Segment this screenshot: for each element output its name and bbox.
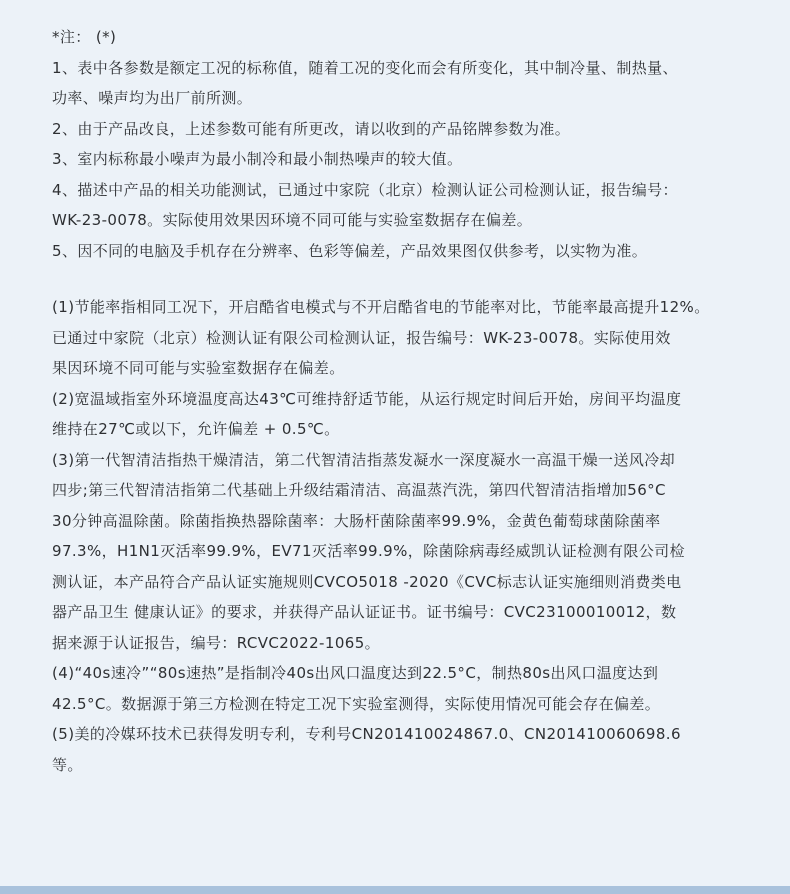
footnote-4 xyxy=(52,658,770,719)
notes-title: *注： (*) xyxy=(52,28,117,46)
footnote-line: 据来源于认证报告，编号：RCVC2022-1065。 xyxy=(52,633,381,652)
section-gap xyxy=(52,266,770,292)
footnote-line: (1)节能率指相同工况下，开启酷省电模式与不开启酷省电的节能率对比，节能率最高提升12%。 xyxy=(52,298,710,316)
note-line: 4、描述中产品的相关功能测试，已通过中家院（北京）检测认证公司检测认证，报告编号： xyxy=(52,180,678,199)
footnote-line: (2)宽温域指室外环境温度高达43℃可维持舒适节能，从运行规定时间后开始，房间平均温度 xyxy=(52,389,682,408)
note-2 xyxy=(52,114,770,145)
general-notes xyxy=(52,53,770,267)
note-line: 1、表中各参数是额定工况的标称值，随着工况的变化而会有所变化，其中制冷量、制热量、 xyxy=(52,58,678,77)
note-line: 5、因不同的电脑及手机存在分辨率、色彩等偏差，产品效果图仅供参考，以实物为准。 xyxy=(52,241,648,260)
footnote-3 xyxy=(52,445,770,659)
note-3 xyxy=(52,144,770,175)
footnote-1 xyxy=(52,292,770,384)
footnotes xyxy=(52,292,770,780)
footnote-5 xyxy=(52,719,770,780)
footnote-line: 97.3%，H1N1灭活率99.9%，EV71灭活率99.9%，除菌除病毒经威凯认证检测有限公司检 xyxy=(52,542,685,560)
note-line: WK-23-0078。实际使用效果因环境不同可能与实验室数据存在偏差。 xyxy=(52,211,533,229)
note-line: 2、由于产品改良，上述参数可能有所更改，请以收到的产品铭牌参数为准。 xyxy=(52,119,571,138)
footnote-line: 已通过中家院（北京）检测认证有限公司检测认证，报告编号：WK-23-0078。实际使用效 xyxy=(52,328,671,347)
note-line: 3、室内标称最小噪声为最小制冷和最小制热噪声的较大值。 xyxy=(52,150,463,168)
note-4 xyxy=(52,175,770,236)
note-1 xyxy=(52,53,770,114)
footnote-line: (3)第一代智清洁指热干燥清洁，第二代智清洁指蒸发凝水一深度凝水一高温干燥一送风冷却 xyxy=(52,450,676,469)
bottom-strip xyxy=(0,886,790,894)
footnote-2 xyxy=(52,384,770,445)
footnote-line: 30分钟高温除菌。除菌指换热器除菌率：大肠杆菌除菌率99.9%，金黄色葡萄球菌除菌率 xyxy=(52,511,661,530)
footnote-line: 果因环境不同可能与实验室数据存在偏差。 xyxy=(52,359,345,377)
note-line: 功率、噪声均为出厂前所测。 xyxy=(52,89,253,107)
footnote-line: (4)“40s速冷”“80s速热”是指制冷40s出风口温度达到22.5°C，制热80s出风口温度达到 xyxy=(52,664,659,682)
footnote-line: 42.5°C。数据源于第三方检测在特定工况下实验室测得，实际使用情况可能会存在偏差。 xyxy=(52,694,661,713)
footnote-line: 等。 xyxy=(52,755,83,774)
footnote-line: 测认证，本产品符合产品认证实施规则CVCO5018 -2020《CVC标志认证实施细则消费类电 xyxy=(52,572,682,591)
footnote-line: 四步;第三代智清洁指第二代基础上升级结霜清洁、高温蒸汽洗，第四代智清洁指增加56°C xyxy=(52,481,666,499)
note-5 xyxy=(52,236,770,267)
footnote-line: 器产品卫生 健康认证》的要求，并获得产品认证证书。证书编号：CVC23100010012，数 xyxy=(52,603,677,621)
footnote-line: 维持在27℃或以下，允许偏差 + 0.5℃。 xyxy=(52,420,340,438)
footnote-line: (5)美的冷媒环技术已获得发明专利，专利号CN201410024867.0、CN201410060698.6 xyxy=(52,725,681,743)
